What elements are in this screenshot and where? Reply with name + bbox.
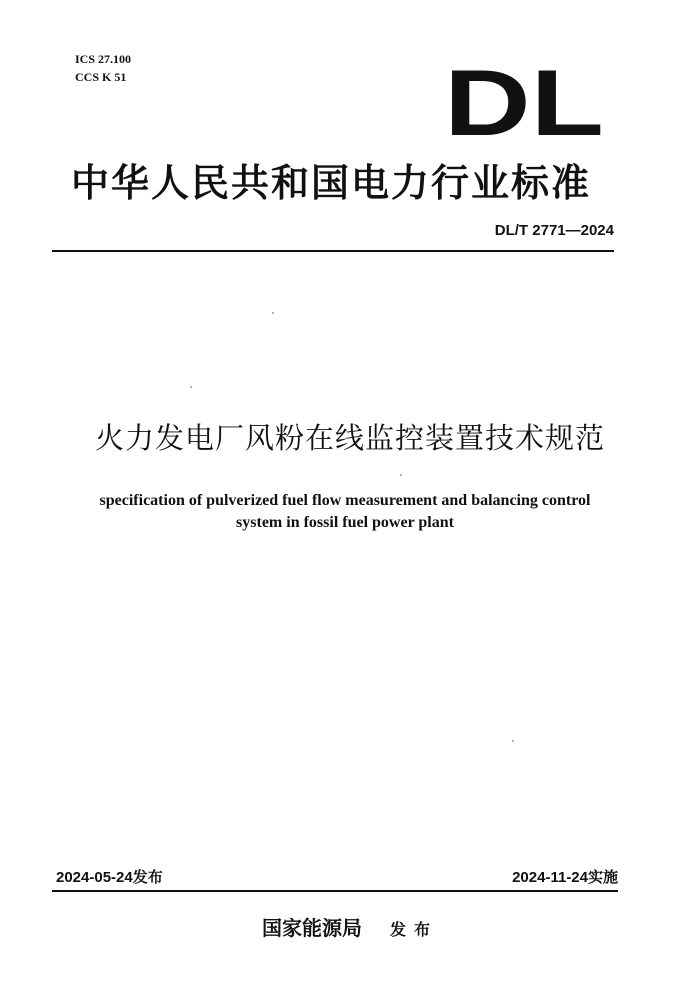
bottom-divider <box>52 890 618 892</box>
title-english <box>60 490 630 534</box>
scan-speck <box>190 386 192 388</box>
scan-speck <box>512 740 514 742</box>
top-divider <box>52 250 614 252</box>
publisher-action: 发布 <box>389 920 438 939</box>
standard-number: DL/T 2771—2024 <box>494 222 614 239</box>
ccs-code: CCS K 51 <box>75 70 127 84</box>
dl-logo <box>444 68 604 138</box>
title-english-line-2: system in fossil fuel power plant <box>236 514 454 531</box>
organization-title: 中华人民共和国电力行业标准 <box>70 160 591 205</box>
title-english-line-1: specification of pulverized fuel flow measurement and balancing control <box>99 492 591 509</box>
scan-speck <box>272 312 274 314</box>
publisher <box>0 912 700 941</box>
scan-speck <box>400 474 402 476</box>
ics-code: ICS 27.100 <box>75 52 132 66</box>
publisher-name: 国家能源局 <box>261 916 362 940</box>
title-chinese: 火力发电厂风粉在线监控装置技术规范 <box>94 421 605 455</box>
dl-logo-text: DL <box>444 68 604 138</box>
implementation-date: 2024-11-24实施 <box>512 869 618 886</box>
classification-codes <box>75 50 131 86</box>
issue-date: 2024-05-24发布 <box>56 869 163 886</box>
